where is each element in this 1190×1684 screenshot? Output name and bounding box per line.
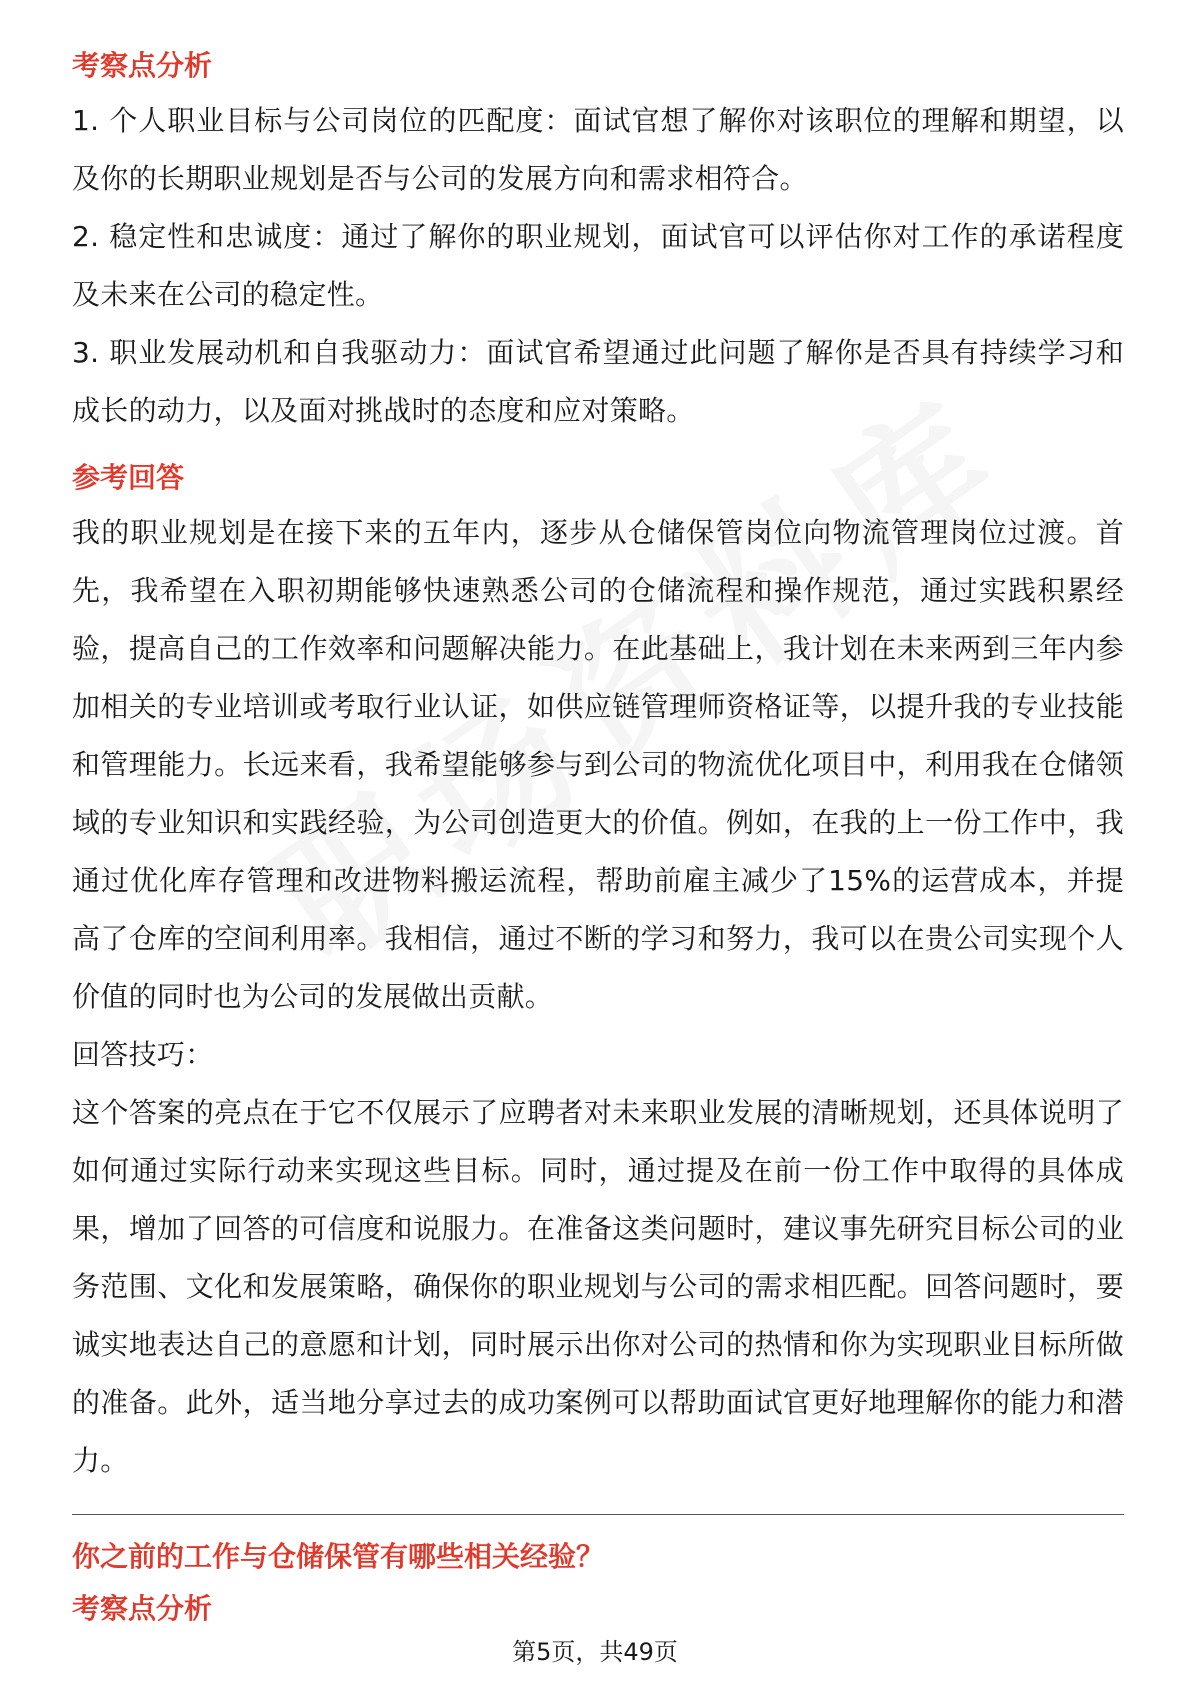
next-question-title: 你之前的工作与仓储保管有哪些相关经验？	[72, 1540, 605, 1573]
analysis-item-3: 3. 职业发展动机和自我驱动力：面试官希望通过此问题了解你是否具有持续学习和成长的动力，以及面对挑战时的态度和应对策略。	[72, 336, 1124, 427]
document-page	[72, 46, 1124, 1635]
analysis-item-1: 1. 个人职业目标与公司岗位的匹配度：面试官想了解你对该职位的理解和期望，以及你的长期职业规划是否与公司的发展方向和需求相符合。	[72, 104, 1124, 195]
analysis-item-2: 2. 稳定性和忠诚度：通过了解你的职业规划，面试官可以评估你对工作的承诺程度及未来在公司的稳定性。	[72, 220, 1124, 311]
reference-answer-text: 我的职业规划是在接下来的五年内，逐步从仓储保管岗位向物流管理岗位过渡。首先，我希望在入职初期能够快速熟悉公司的仓储流程和操作规范，通过实践积累经验，提高自己的工作效率和问题解决能力。在此基础上，我计划在未来两到三年内参加相关的专业培训或考取行业认证，如供应链管理师资格证等，以提升我的专业技能和管理能力。长远来看，我希望能够参与到公司的物流优化项目中，利用我在仓储领域的专业知识和实践经验，为公司创造更大的价值。例如，在我的上一份工作中，我通过优化库存管理和改进物料搬运流程，帮助前雇主减少了15%的运营成本，并提高了仓库的空间利用率。我相信，通过不断的学习和努力，我可以在贵公司实现个人价值的同时也为公司的发展做出贡献。	[72, 516, 1124, 1013]
answer-tips-text: 这个答案的亮点在于它不仅展示了应聘者对未来职业发展的清晰规划，还具体说明了如何通过实际行动来实现这些目标。同时，通过提及在前一份工作中取得的具体成果，增加了回答的可信度和说服力。在准备这类问题时，建议事先研究目标公司的业务范围、文化和发展策略，确保你的职业规划与公司的需求相匹配。回答问题时，要诚实地表达自己的意愿和计划，同时展示出你对公司的热情和你为实现职业目标所做的准备。此外，适当地分享过去的成功案例可以帮助面试官更好地理解你的能力和潜力。	[72, 1096, 1124, 1477]
answer-tips-label: 回答技巧：	[72, 1038, 214, 1071]
next-analysis-heading: 考察点分析	[72, 1592, 213, 1625]
page-number-footer: 第5页，共49页	[512, 1638, 678, 1666]
reference-answer-heading: 参考回答	[72, 461, 185, 494]
analysis-heading: 考察点分析	[72, 49, 213, 82]
section-divider	[72, 1514, 1124, 1515]
